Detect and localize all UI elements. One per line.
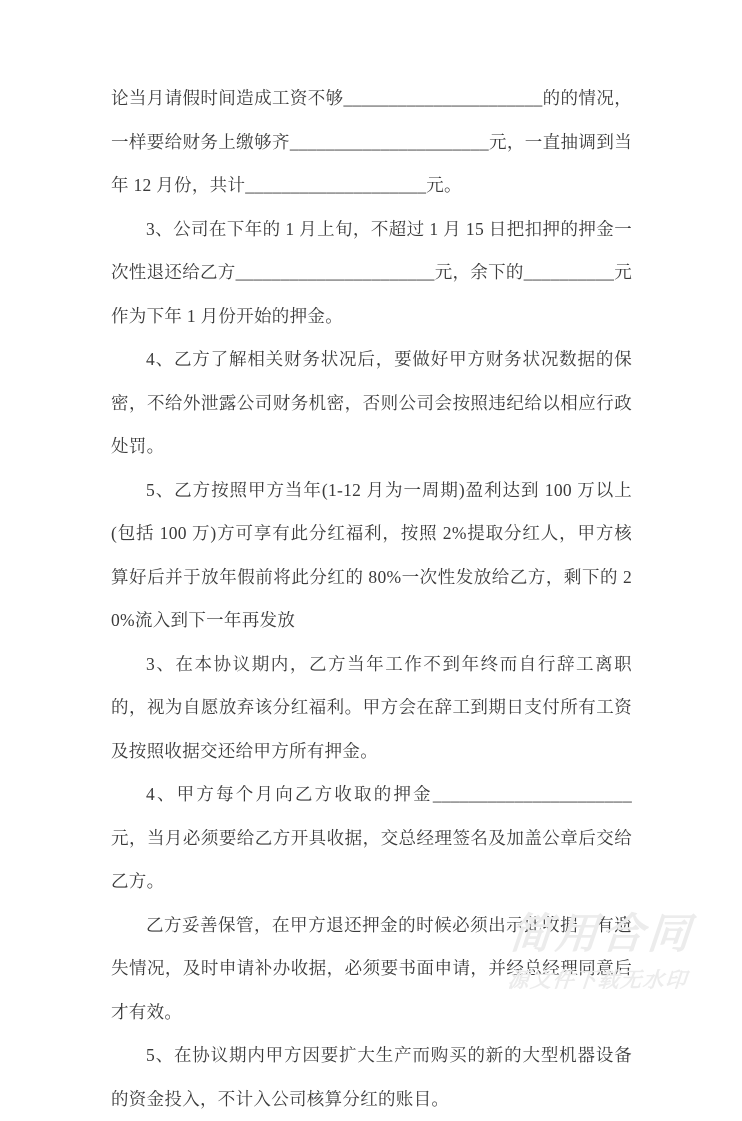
watermark-title: 简用合同 <box>507 910 696 957</box>
contract-paragraph-2: 3、公司在下年的 1 月上旬，不超过 1 月 15 日把扣押的押金一次性退还给乙方______________________元，余下的__________元作为下年 1 月份开始的押金。 <box>111 218 632 326</box>
contract-paragraph-6: 4、甲方每个月向乙方收取的押金______________________元，当月必须要给乙方开具收据，交总经理签名及加盖公章后交给乙方。 <box>111 784 632 891</box>
watermark-subtitle: 源文件下载无水印 <box>506 969 689 992</box>
contract-paragraph-3: 4、乙方了解相关财务状况后，要做好甲方财务状况数据的保密，不给外泄露公司财务机密，否则公司会按照违纪给以相应行政处罚。 <box>111 349 632 456</box>
contract-paragraph-1: 论当月请假时间造成工资不够______________________的的情况，一样要给财务上缴够齐______________________元，一直抽调到当年 12 月份，共计____________________元。 <box>111 88 632 195</box>
watermark <box>504 910 696 994</box>
contract-paragraph-4: 5、乙方按照甲方当年(1-12 月为一周期)盈利达到 100 万以上(包括 100 万)方可享有此分红福利，按照 2%提取分红人，甲方核算好后并于放年假前将此分红的 80%一次性发放给乙方，剩下的 20%流入到下一年再发放 <box>111 479 632 630</box>
contract-paragraph-5: 3、在本协议期内，乙方当年工作不到年终而自行辞工离职的，视为自愿放弃该分红福利。甲方会在辞工到期日支付所有工资及按照收据交还给甲方所有押金。 <box>111 653 632 761</box>
contract-paragraph-7: 乙方妥善保管，在甲方退还押金的时候必须出示此收据，有遗失情况，及时申请补办收据，必须要书面申请，并经总经理同意后才有效。 <box>111 914 632 1022</box>
contract-paragraph-8: 5、在协议期内甲方因要扩大生产而购买的新的大型机器设备的资金投入，不计入公司核算分红的账目。 <box>111 1045 632 1109</box>
